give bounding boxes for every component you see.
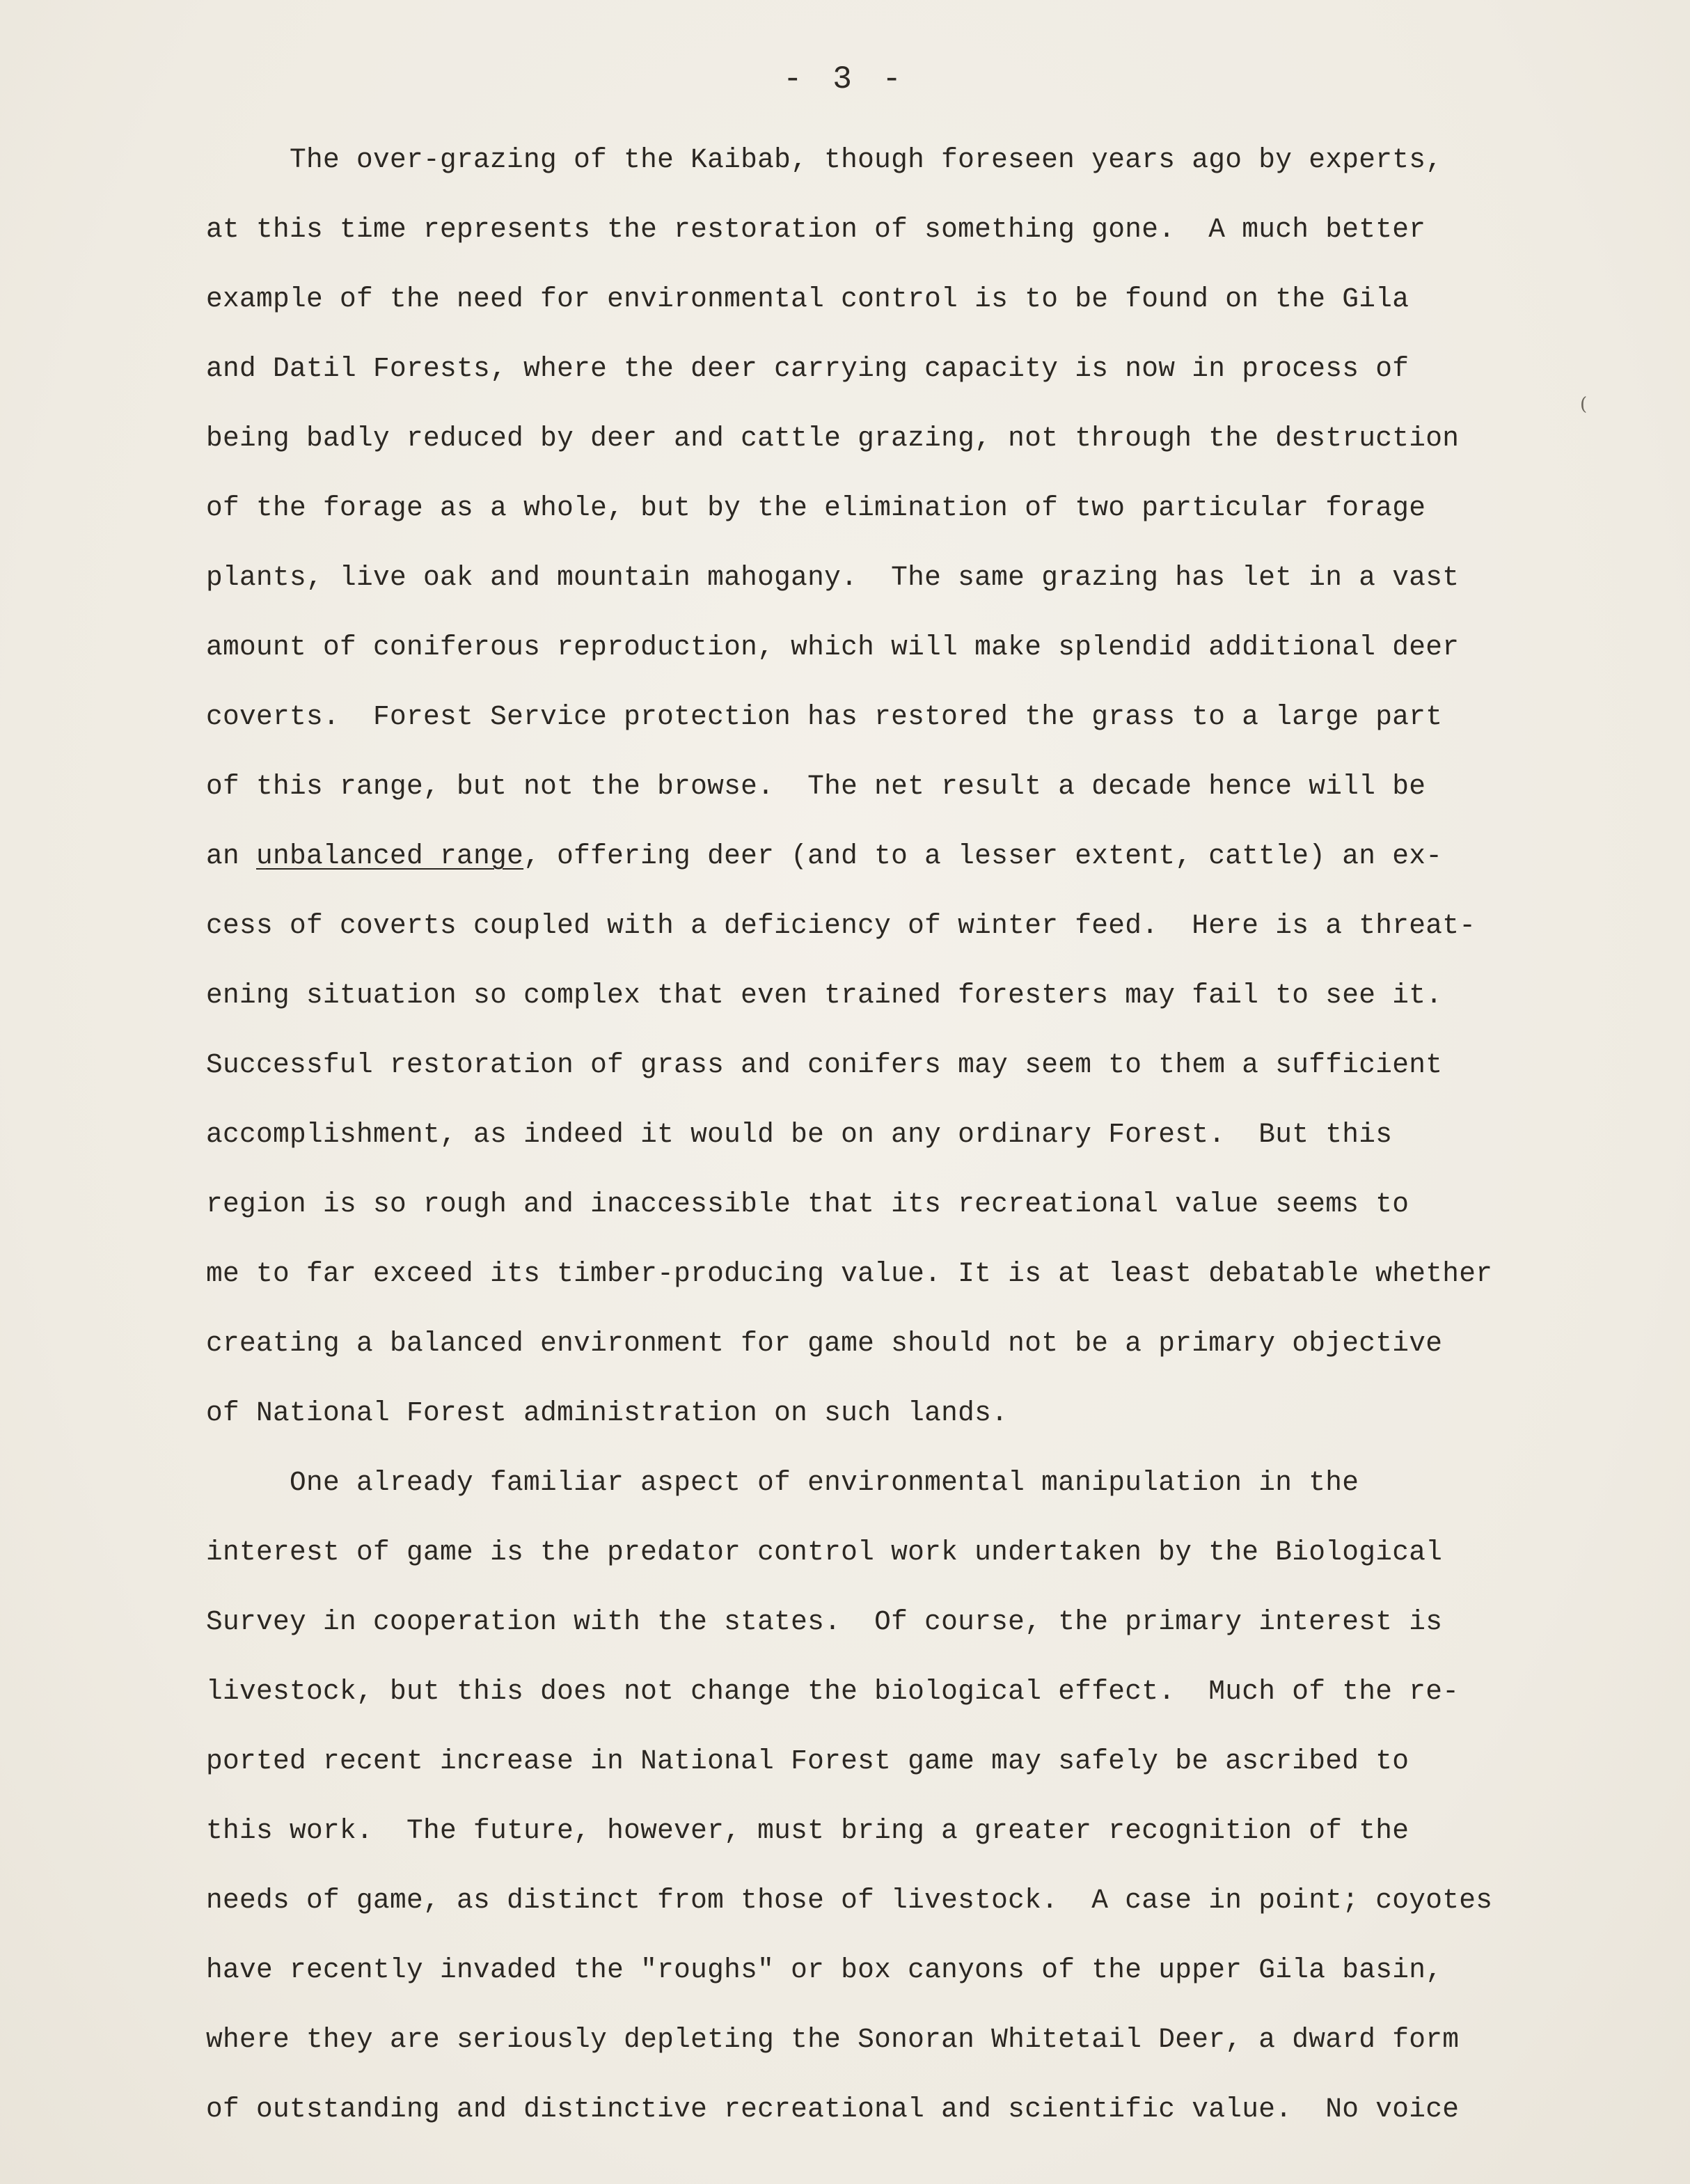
underlined-phrase: unbalanced range: [256, 840, 524, 872]
body-text: [206, 125, 1563, 2144]
margin-mark: (: [1580, 394, 1588, 415]
text-line: The over-grazing of the Kaibab, though foreseen years ago by experts,: [290, 144, 1443, 175]
text-line: creating a balanced environment for game should not be a primary objective: [206, 1328, 1443, 1359]
text-line: and Datil Forests, where the deer carrying capacity is now in process of: [206, 353, 1409, 384]
text-line: Survey in cooperation with the states. Of course, the primary interest is: [206, 1606, 1443, 1637]
text-line: where they are seriously depleting the Sonoran Whitetail Deer, a dward form: [206, 2024, 1460, 2055]
text-line: this work. The future, however, must bring a greater recognition of the: [206, 1815, 1409, 1846]
text-line: region is so rough and inaccessible that its recreational value seems to: [206, 1188, 1409, 1220]
text-line: ported recent increase in National Forest game may safely be ascribed to: [206, 1745, 1409, 1777]
text-line: ening situation so complex that even trained foresters may fail to see it.: [206, 980, 1443, 1011]
text-line: amount of coniferous reproduction, which will make splendid additional deer: [206, 631, 1460, 663]
page-number: - 3 -: [782, 61, 908, 97]
text-line: [206, 822, 1563, 891]
text-line: cess of coverts coupled with a deficiency of winter feed. Here is a threat-: [206, 910, 1476, 941]
text-line: One already familiar aspect of environmental manipulation in the: [290, 1467, 1359, 1498]
text-line: me to far exceed its timber-producing value. It is at least debatable whether: [206, 1258, 1493, 1289]
text-line: at this time represents the restoration of something gone. A much better: [206, 214, 1426, 245]
text-segment: , offering deer (and to a lesser extent, cattle) an ex-: [523, 840, 1443, 872]
text-line: example of the need for environmental control is to be found on the Gila: [206, 283, 1409, 315]
text-line: Successful restoration of grass and conifers may seem to them a sufficient: [206, 1049, 1443, 1081]
text-line: needs of game, as distinct from those of livestock. A case in point; coyotes: [206, 1885, 1493, 1916]
text-line: of this range, but not the browse. The net result a decade hence will be: [206, 771, 1426, 802]
text-line: of National Forest administration on such lands.: [206, 1397, 1009, 1429]
text-line: of the forage as a whole, but by the elimination of two particular forage: [206, 492, 1426, 524]
text-line: plants, live oak and mountain mahogany. The same grazing has let in a vast: [206, 562, 1460, 593]
text-line: livestock, but this does not change the biological effect. Much of the re-: [206, 1676, 1460, 1707]
text-line: accomplishment, as indeed it would be on any ordinary Forest. But this: [206, 1119, 1393, 1150]
text-line: coverts. Forest Service protection has restored the grass to a large part: [206, 701, 1443, 732]
text-line: interest of game is the predator control work undertaken by the Biological: [206, 1537, 1443, 1568]
text-line: of outstanding and distinctive recreational and scientific value. No voice: [206, 2093, 1460, 2125]
text-line: have recently invaded the "roughs" or box canyons of the upper Gila basin,: [206, 1954, 1443, 1986]
text-line: being badly reduced by deer and cattle grazing, not through the destruction: [206, 423, 1460, 454]
text-segment: an: [206, 840, 257, 872]
